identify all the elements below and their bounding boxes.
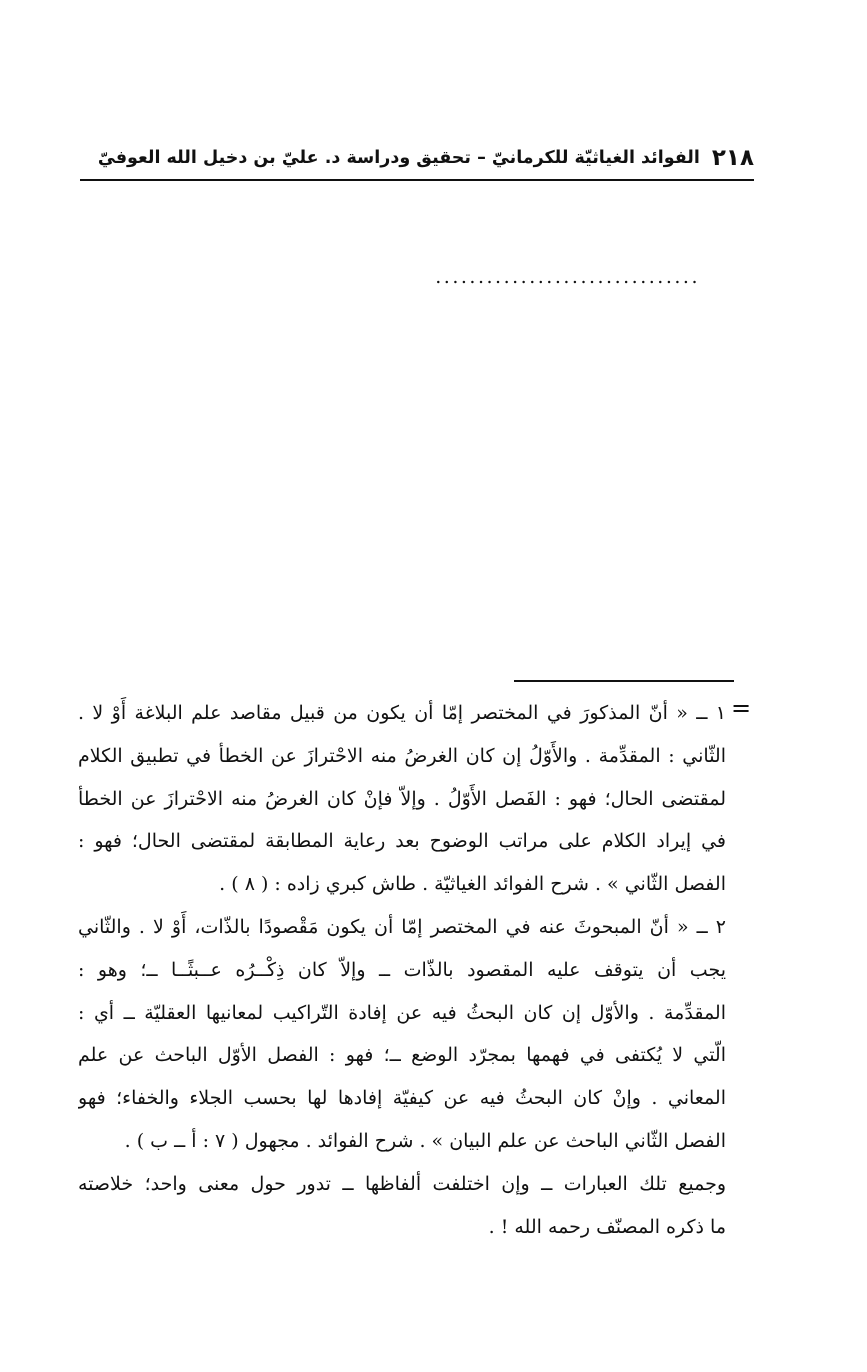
running-title: الفوائد الغياثيّة للكرمانيّ – تحقيق ودراسة د. عليّ بن دخيل الله العوفيّ: [97, 148, 700, 168]
footnote-line: ٢ ــ « أنّ المبحوثَ عنه في المختصر إمّا أن يكون مَقْصودًا بالذّات، أَوْ لا . والثّاني: [78, 915, 726, 938]
footnote-separator: [514, 680, 734, 682]
footnote-line: المقدِّمة . والأوّل إن كان البحثُ فيه عن إفادة التّراكيب لمعانيها العقليّة ــ أي :: [78, 1001, 726, 1024]
footnote-line: المعاني . وإنْ كان البحثُ فيه عن كيفيّة إفادها لها بحسب الجلاء والخفاء؛ فهو: [78, 1087, 726, 1110]
page-number: ٢١٨: [711, 145, 754, 171]
footnote-line: الفصل الثّاني الباحث عن علم البيان » . شرح الفوائد . مجهول ( ٧ : أ ــ ب ) .: [124, 1129, 726, 1152]
omission-dots: ...............................: [435, 266, 700, 288]
footnote-continuation-mark: =: [731, 694, 752, 722]
footnote-line: الثّاني : المقدِّمة . والأَوّلُ إن كان الغرضُ منه الاحْترازَ عن الخطأ في تطبيق الكلام: [78, 744, 726, 767]
footnote-line: وجميع تلك العبارات ــ وإن اختلفت ألفاظها ــ تدور حول معنى واحد؛ خلاصته: [78, 1172, 726, 1195]
page-header: [80, 140, 754, 176]
footnotes-block: [78, 692, 726, 1248]
footnote-line: ١ ــ « أنّ المذكورَ في المختصر إمّا أن يكون من قبيل مقاصد علم البلاغة أَوْ لا .: [78, 702, 726, 724]
footnote-line: الفصل الثّاني » . شرح الفوائد الغياثيّة . طاش كبري زاده : ( ٨ ) .: [219, 873, 726, 896]
footnote-line: لمقتضى الحال؛ فهو : الفَصل الأَوّلُ . وإلاّ فإنْ كان الغرضُ منه الاحْترازَ عن الخطأ: [78, 787, 726, 810]
footnote-line: ما ذكره المصنّف رحمه الله ! .: [488, 1215, 726, 1238]
footnote-line: يجب أن يتوقف عليه المقصود بالذّات ــ وإلاّ كان ذِكْــرُه عــبثًــا ــ؛ وهو :: [78, 958, 726, 981]
header-rule: [80, 179, 754, 181]
footnote-line: الّتي لا يُكتفى في فهمها بمجرّد الوضع ــ؛ فهو : الفصل الأوّل الباحث عن علم: [78, 1044, 726, 1067]
footnote-line: في إيراد الكلام على مراتب الوضوح بعد رعاية المطابقة لمقتضى الحال؛ فهو :: [78, 830, 726, 853]
